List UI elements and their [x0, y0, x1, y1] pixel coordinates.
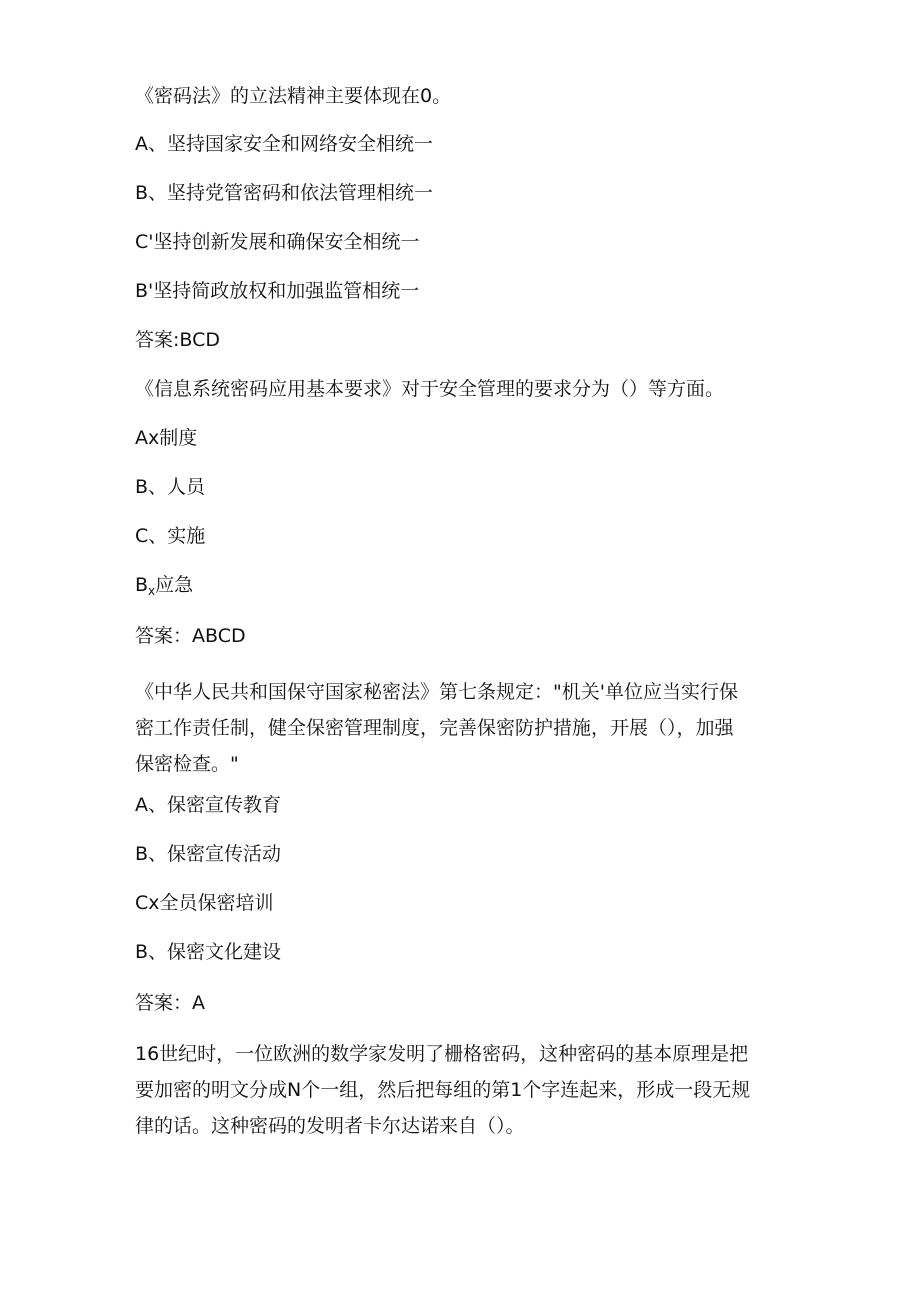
question-3-stem-line: 《中华人民共和国保守国家秘密法》第七条规定："机关'单位应当实行保 — [135, 681, 738, 703]
question-3-answer: 答案：A — [135, 992, 205, 1014]
question-3-option-c: Cx全员保密培训 — [135, 892, 274, 914]
question-1-option-c: C'坚持创新发展和确保安全相统一 — [135, 231, 420, 253]
question-3-option-a: A、保密宣传教育 — [135, 794, 281, 816]
question-2-option-d-sub: x — [148, 584, 156, 598]
question-1-option-b: B、坚持党管密码和依法管理相统一 — [135, 182, 434, 204]
question-3-stem — [135, 674, 795, 782]
question-2-stem: 《信息系统密码应用基本要求》对于安全管理的要求分为（）等方面。 — [135, 378, 725, 400]
question-2-option-a: Ax制度 — [135, 427, 198, 449]
question-2-option-c: C、实施 — [135, 525, 206, 547]
question-3-stem-line: 保密检查。" — [135, 753, 239, 775]
question-1-stem: 《密码法》的立法精神主要体现在0。 — [135, 85, 452, 107]
question-4-stem-line: 16世纪时，一位欧洲的数学家发明了栅格密码，这种密码的基本原理是把 — [135, 1043, 749, 1065]
question-2-answer: 答案：ABCD — [135, 625, 246, 647]
question-4-stem-line: 要加密的明文分成N个一组，然后把每组的第1个字连起来，形成一段无规 — [135, 1079, 751, 1101]
question-2-option-b: B、人员 — [135, 476, 206, 498]
question-3-stem-line: 密工作责任制，健全保密管理制度，完善保密防护措施，开展（），加强 — [135, 717, 734, 739]
question-4-stem — [135, 1036, 795, 1144]
question-1-option-d: B'坚持简政放权和加强监管相统一 — [135, 280, 420, 302]
question-1-option-a: A、坚持国家安全和网络安全相统一 — [135, 133, 433, 155]
question-3-option-b: B、保密宣传活动 — [135, 843, 282, 865]
question-2-option-d-prefix: B — [135, 574, 149, 596]
question-1-answer: 答案:BCD — [135, 329, 220, 351]
question-2-option-d — [135, 573, 795, 603]
question-2-option-d-text: 应急 — [155, 574, 194, 596]
question-4-stem-line: 律的话。这种密码的发明者卡尔达诺来自（）。 — [135, 1115, 525, 1137]
question-3-option-d: B、保密文化建设 — [135, 941, 282, 963]
